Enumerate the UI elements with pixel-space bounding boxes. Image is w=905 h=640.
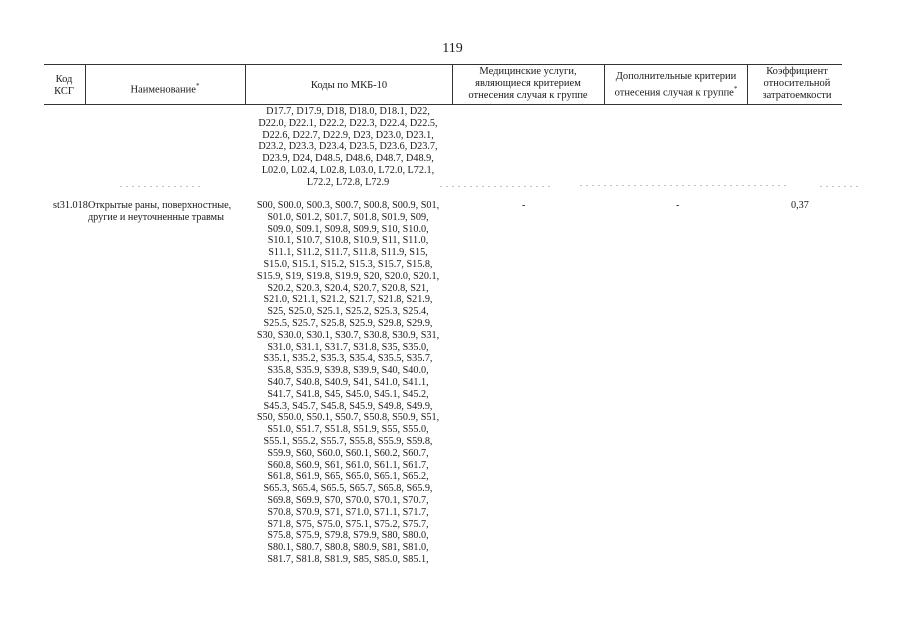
code-line: S25.5, S25.7, S25.8, S25.9, S29.8, S29.9, <box>263 317 433 329</box>
code-line: S30, S30.0, S30.1, S30.7, S30.8, S30.9, S31, <box>256 329 440 341</box>
code-line: D23.2, D23.3, D23.4, D23.5, D23.6, D23.7, <box>258 141 438 153</box>
code-line: D22.0, D22.1, D22.2, D22.3, D22.4, D22.5, <box>258 117 438 129</box>
scan-artifact <box>580 185 790 186</box>
code-line: S59.9, S60, S60.0, S60.1, S60.2, S60.7, <box>267 447 429 459</box>
header-mkb-codes: Коды по МКБ-10 <box>310 80 388 91</box>
code-line: S15.0, S15.1, S15.2, S15.3, S15.7, S15.8, <box>263 258 433 270</box>
scan-artifact <box>820 186 860 187</box>
code-line: D22.6, D22.7, D22.9, D23, D23.0, D23.1, <box>262 129 434 141</box>
code-line: S00, S00.0, S00.3, S00.7, S00.8, S00.9, S01, <box>256 200 440 211</box>
code-line: D23.9, D24, D48.5, D48.6, D48.7, D48.9, <box>262 153 434 165</box>
scan-artifact <box>120 186 200 187</box>
code-line: S35.8, S35.9, S39.8, S39.9, S40, S40.0, <box>267 365 429 377</box>
code-line: S10.1, S10.7, S10.8, S10.9, S11, S11.0, <box>267 235 429 247</box>
code-line: L02.0, L02.4, L02.8, L03.0, L72.0, L72.1, <box>261 164 435 176</box>
header-code-ksg: Код КСГ <box>54 74 74 97</box>
code-line: S09.0, S09.1, S09.8, S09.9, S10, S10.0, <box>267 223 429 235</box>
header-top-border <box>44 64 842 65</box>
code-line: S01.0, S01.2, S01.7, S01.8, S01.9, S09, <box>267 211 429 223</box>
code-line: S11.1, S11.2, S11.7, S11.8, S11.9, S15, <box>268 247 428 259</box>
code-line: S55.1, S55.2, S55.7, S55.8, S55.9, S59.8, <box>263 435 433 447</box>
code-line: S31.0, S31.1, S31.7, S31.8, S35, S35.0, <box>267 341 429 353</box>
code-line: S61.8, S61.9, S65, S65.0, S65.1, S65.2, <box>267 471 429 483</box>
code-line: S75.8, S75.9, S79.8, S79.9, S80, S80.0, <box>267 530 429 542</box>
code-line: S69.8, S69.9, S70, S70.0, S70.1, S70.7, <box>267 494 429 506</box>
column-divider <box>452 64 453 104</box>
code-line: S70.8, S70.9, S71, S71.0, S71.1, S71.7, <box>267 506 429 518</box>
code-line: S60.8, S60.9, S61, S61.0, S61.1, S61.7, <box>267 459 429 471</box>
code-line: S20.2, S20.3, S20.4, S20.7, S20.8, S21, <box>267 282 429 294</box>
continued-codes-cell <box>230 106 466 189</box>
code-line: S65.3, S65.4, S65.5, S65.7, S65.8, S65.9, <box>263 483 433 495</box>
code-line: S71.8, S75, S75.0, S75.1, S75.2, S75.7, <box>267 518 429 530</box>
scan-artifact <box>440 186 550 187</box>
code-line: S15.9, S19, S19.8, S19.9, S20, S20.0, S20.1, <box>256 270 440 282</box>
row-code-ksg: st31.018 <box>53 200 88 211</box>
code-line: S80.1, S80.7, S80.8, S80.9, S81, S81.0, <box>267 542 429 554</box>
header-coefficient: Коэффициент относительной затратоемкости <box>762 66 832 101</box>
code-line: S81.7, S81.8, S81.9, S85, S85.0, S85.1, <box>267 553 429 565</box>
code-line: S45.3, S45.7, S45.8, S45.9, S49.8, S49.9, <box>263 400 433 412</box>
code-line: D17.7, D17.9, D18, D18.0, D18.1, D22, <box>266 106 430 117</box>
code-line: S25, S25.0, S25.1, S25.2, S25.3, S25.4, <box>267 306 429 318</box>
row-extra-criteria: - <box>676 200 680 211</box>
column-divider <box>747 64 748 104</box>
header-medical-services: Медицинские услуги, являющиеся критерием отнесения случая к группе <box>468 66 588 101</box>
code-line: S40.7, S40.8, S40.9, S41, S41.0, S41.1, <box>267 376 429 388</box>
code-line: S50, S50.0, S50.1, S50.7, S50.8, S50.9, S51, <box>256 412 440 424</box>
row-coefficient: 0,37 <box>791 200 809 211</box>
code-line: S35.1, S35.2, S35.3, S35.4, S35.5, S35.7, <box>263 353 433 365</box>
header-name: Наименование* <box>130 82 200 96</box>
row-medical-services: - <box>522 200 526 211</box>
page-number: 119 <box>442 41 463 56</box>
column-divider <box>604 64 605 104</box>
code-line: S41.7, S41.8, S45, S45.0, S45.1, S45.2, <box>267 388 429 400</box>
row-mkb-codes <box>230 200 466 566</box>
code-line: L72.2, L72.8, L72.9 <box>306 176 390 188</box>
code-line: S21.0, S21.1, S21.2, S21.7, S21.8, S21.9, <box>263 294 433 306</box>
header-bottom-border <box>44 104 842 105</box>
code-line: S51.0, S51.7, S51.8, S51.9, S55, S55.0, <box>267 424 429 436</box>
row-name: Открытые раны, поверхностные, другие и неуточненные травмы <box>88 200 232 223</box>
header-extra-criteria: Дополнительные критерии отнесения случая к группе* <box>614 71 738 99</box>
